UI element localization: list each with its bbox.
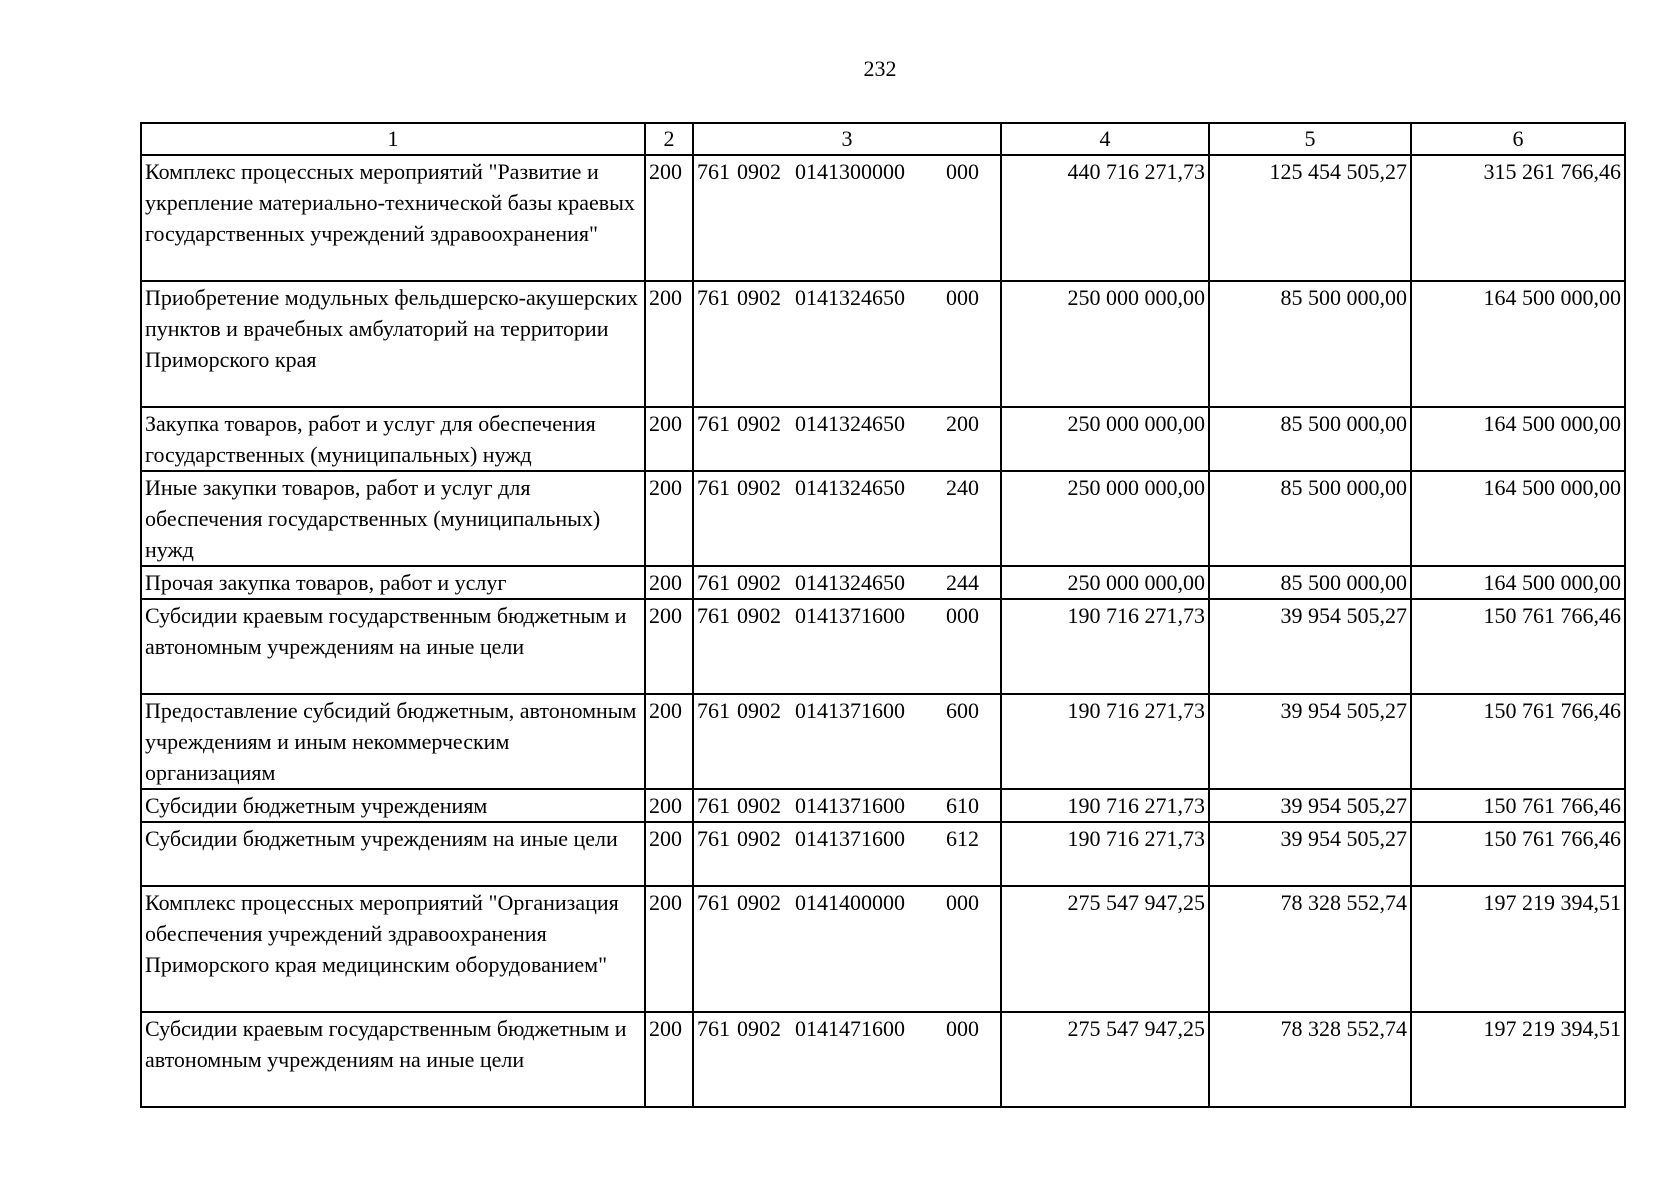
row-value-4: 440 716 271,73: [1001, 155, 1209, 281]
row-classification: [693, 471, 1001, 566]
ved-code: 761: [697, 826, 730, 851]
budget-table: [140, 122, 1626, 1108]
row-value-4: 250 000 000,00: [1001, 566, 1209, 599]
ved-code: 761: [697, 698, 730, 723]
column-header: 2: [645, 123, 693, 155]
row-value-6: 164 500 000,00: [1411, 566, 1625, 599]
row-value-5: 39 954 505,27: [1209, 822, 1411, 886]
row-value-5: 39 954 505,27: [1209, 694, 1411, 789]
ved-code: 761: [697, 475, 730, 500]
expense-type-code: 244: [946, 570, 979, 595]
expense-type-code: 000: [946, 890, 979, 915]
column-header: 6: [1411, 123, 1625, 155]
row-classification: [693, 694, 1001, 789]
table-row: [141, 886, 1625, 1012]
section-code: 0902: [737, 890, 781, 915]
row-value-4: 190 716 271,73: [1001, 822, 1209, 886]
row-classification: [693, 566, 1001, 599]
row-code-2: 200: [645, 281, 693, 407]
row-classification: [693, 886, 1001, 1012]
table-row: [141, 694, 1625, 789]
page-number: 232: [863, 56, 897, 81]
row-code-2: 200: [645, 789, 693, 822]
ved-code: 761: [697, 603, 730, 628]
row-value-4: 250 000 000,00: [1001, 471, 1209, 566]
row-value-6: 197 219 394,51: [1411, 1012, 1625, 1107]
section-code: 0902: [737, 793, 781, 818]
section-code: 0902: [737, 603, 781, 628]
row-name: Субсидии краевым государственным бюджетным и автономным учреждениям на иные цели: [141, 599, 645, 694]
target-article-code: 0141371600: [795, 603, 905, 628]
section-code: 0902: [737, 411, 781, 436]
expense-type-code: 000: [946, 159, 979, 184]
column-header: 5: [1209, 123, 1411, 155]
row-classification: [693, 407, 1001, 471]
target-article-code: 0141371600: [795, 826, 905, 851]
row-value-6: 150 761 766,46: [1411, 822, 1625, 886]
target-article-code: 0141324650: [795, 570, 905, 595]
row-name: Субсидии бюджетным учреждениям: [141, 789, 645, 822]
row-code-2: 200: [645, 471, 693, 566]
target-article-code: 0141371600: [795, 793, 905, 818]
row-value-5: 39 954 505,27: [1209, 789, 1411, 822]
row-value-4: 190 716 271,73: [1001, 599, 1209, 694]
row-code-2: 200: [645, 407, 693, 471]
row-value-4: 250 000 000,00: [1001, 281, 1209, 407]
ved-code: 761: [697, 1016, 730, 1041]
target-article-code: 0141400000: [795, 890, 905, 915]
row-value-6: 150 761 766,46: [1411, 694, 1625, 789]
row-value-5: 85 500 000,00: [1209, 281, 1411, 407]
row-classification: [693, 155, 1001, 281]
header-row: [141, 123, 1625, 155]
expense-type-code: 240: [946, 475, 979, 500]
row-value-4: 275 547 947,25: [1001, 1012, 1209, 1107]
row-name: Комплекс процессных мероприятий "Развитие и укрепление материально-технической базы краевых государственных учреждений здравоохранения": [141, 155, 645, 281]
ved-code: 761: [697, 159, 730, 184]
table-row: [141, 281, 1625, 407]
row-code-2: 200: [645, 599, 693, 694]
ved-code: 761: [697, 570, 730, 595]
row-value-4: 275 547 947,25: [1001, 886, 1209, 1012]
target-article-code: 0141324650: [795, 411, 905, 436]
row-classification: [693, 822, 1001, 886]
row-value-5: 85 500 000,00: [1209, 566, 1411, 599]
row-classification: [693, 599, 1001, 694]
row-value-4: 190 716 271,73: [1001, 694, 1209, 789]
row-name: Предоставление субсидий бюджетным, автономным учреждениям и иным некоммерческим организациям: [141, 694, 645, 789]
table-body: [141, 155, 1625, 1107]
row-value-5: 85 500 000,00: [1209, 471, 1411, 566]
row-value-6: 150 761 766,46: [1411, 599, 1625, 694]
expense-type-code: 000: [946, 603, 979, 628]
row-value-6: 150 761 766,46: [1411, 789, 1625, 822]
row-value-4: 190 716 271,73: [1001, 789, 1209, 822]
expense-type-code: 000: [946, 1016, 979, 1041]
row-value-6: 164 500 000,00: [1411, 281, 1625, 407]
target-article-code: 0141371600: [795, 698, 905, 723]
row-value-4: 250 000 000,00: [1001, 407, 1209, 471]
ved-code: 761: [697, 890, 730, 915]
section-code: 0902: [737, 570, 781, 595]
expense-type-code: 000: [946, 285, 979, 310]
row-value-6: 164 500 000,00: [1411, 407, 1625, 471]
row-code-2: 200: [645, 822, 693, 886]
expense-type-code: 612: [946, 826, 979, 851]
section-code: 0902: [737, 1016, 781, 1041]
table-row: [141, 599, 1625, 694]
target-article-code: 0141324650: [795, 475, 905, 500]
row-name: Иные закупки товаров, работ и услуг для обеспечения государственных (муниципальных) нужд: [141, 471, 645, 566]
row-value-6: 197 219 394,51: [1411, 886, 1625, 1012]
table-row: [141, 566, 1625, 599]
table-row: [141, 822, 1625, 886]
table-row: [141, 1012, 1625, 1107]
row-name: Закупка товаров, работ и услуг для обеспечения государственных (муниципальных) нужд: [141, 407, 645, 471]
section-code: 0902: [737, 159, 781, 184]
table-row: [141, 407, 1625, 471]
row-classification: [693, 789, 1001, 822]
row-name: Субсидии бюджетным учреждениям на иные цели: [141, 822, 645, 886]
row-classification: [693, 281, 1001, 407]
target-article-code: 0141471600: [795, 1016, 905, 1041]
row-value-5: 39 954 505,27: [1209, 599, 1411, 694]
target-article-code: 0141324650: [795, 285, 905, 310]
section-code: 0902: [737, 698, 781, 723]
table-row: [141, 471, 1625, 566]
row-code-2: 200: [645, 886, 693, 1012]
target-article-code: 0141300000: [795, 159, 905, 184]
row-value-6: 164 500 000,00: [1411, 471, 1625, 566]
row-value-5: 125 454 505,27: [1209, 155, 1411, 281]
table-row: [141, 789, 1625, 822]
row-name: Приобретение модульных фельдшерско-акушерских пунктов и врачебных амбулаторий на территории Приморского края: [141, 281, 645, 407]
row-code-2: 200: [645, 1012, 693, 1107]
row-code-2: 200: [645, 694, 693, 789]
table-row: [141, 155, 1625, 281]
column-header: 1: [141, 123, 645, 155]
row-value-6: 315 261 766,46: [1411, 155, 1625, 281]
ved-code: 761: [697, 411, 730, 436]
expense-type-code: 200: [946, 411, 979, 436]
row-name: Комплекс процессных мероприятий "Организация обеспечения учреждений здравоохранения Приморского края медицинским оборудованием": [141, 886, 645, 1012]
expense-type-code: 600: [946, 698, 979, 723]
section-code: 0902: [737, 475, 781, 500]
row-code-2: 200: [645, 566, 693, 599]
row-value-5: 78 328 552,74: [1209, 886, 1411, 1012]
expense-type-code: 610: [946, 793, 979, 818]
ved-code: 761: [697, 793, 730, 818]
row-classification: [693, 1012, 1001, 1107]
row-code-2: 200: [645, 155, 693, 281]
column-header: 3: [693, 123, 1001, 155]
column-header: 4: [1001, 123, 1209, 155]
row-name: Прочая закупка товаров, работ и услуг: [141, 566, 645, 599]
section-code: 0902: [737, 826, 781, 851]
ved-code: 761: [697, 285, 730, 310]
row-name: Субсидии краевым государственным бюджетным и автономным учреждениям на иные цели: [141, 1012, 645, 1107]
row-value-5: 78 328 552,74: [1209, 1012, 1411, 1107]
row-value-5: 85 500 000,00: [1209, 407, 1411, 471]
section-code: 0902: [737, 285, 781, 310]
